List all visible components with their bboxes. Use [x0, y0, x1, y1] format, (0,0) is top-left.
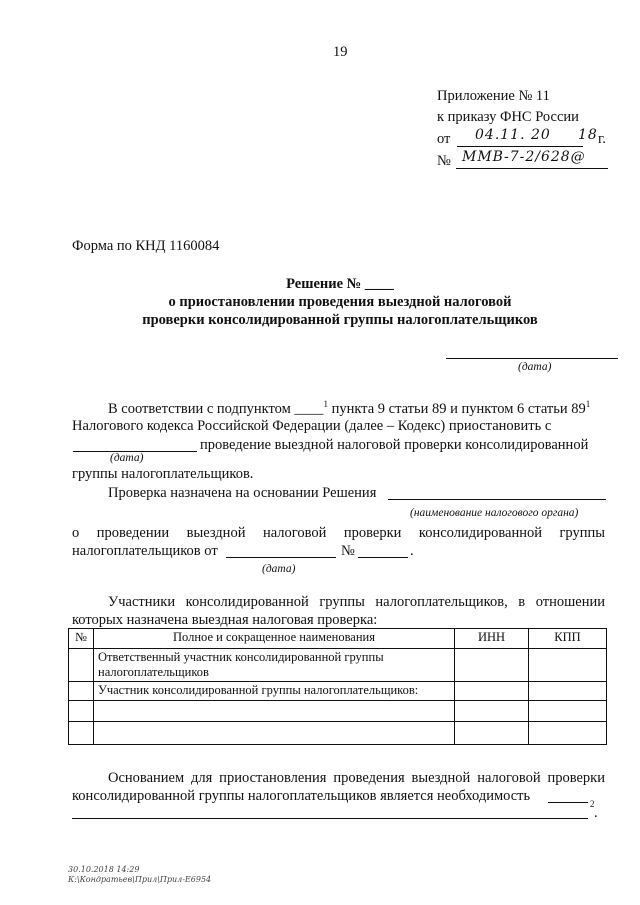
col-name-header: Полное и сокращенное наименования — [94, 629, 455, 649]
resolution-number-line — [358, 557, 408, 558]
appendix-number-label: № — [437, 153, 451, 169]
cell-name: Участник консолидированной группы налогоплательщиков: — [94, 682, 455, 701]
handwritten-date: 04.11. 20 — [475, 127, 551, 143]
footer-stamp-path: К:\Кондратьев\Прил\Прил-Е6954 — [68, 875, 212, 884]
appendix-order: к приказу ФНС России — [437, 109, 579, 125]
basis-long-line — [72, 818, 588, 819]
para1-line3: проведение выездной налоговой проверки консолидированной — [200, 437, 589, 453]
basis-line1: Основанием для приостановления проведения выездной налоговой проверки — [108, 770, 605, 786]
cell-inn — [455, 649, 529, 682]
basis-short-line — [548, 802, 588, 803]
number-underline — [456, 168, 608, 169]
table-row — [69, 722, 607, 745]
participants-line1: Участники консолидированной группы налогоплательщиков, в отношении — [108, 594, 605, 610]
cell-number — [69, 649, 94, 682]
basis-period: . — [594, 805, 598, 821]
col-number-header: № — [69, 629, 94, 649]
authority-line — [388, 499, 606, 500]
authority-caption: (наименование налогового органа) — [410, 507, 579, 519]
cell-kpp — [529, 701, 607, 722]
cell-kpp — [529, 649, 607, 682]
cell-name: Ответственный участник консолидированной группы налогоплательщиков — [94, 649, 455, 682]
basis-footnote-mark: 2 — [590, 799, 595, 809]
cell-inn — [455, 701, 529, 722]
resolution-date-line — [226, 557, 336, 558]
decision-title: Решение № ____ — [286, 276, 394, 292]
para1-line4: группы налогоплательщиков. — [72, 466, 254, 482]
decision-date-caption: (дата) — [518, 361, 552, 373]
cell-inn — [455, 682, 529, 701]
page-number: 19 — [333, 44, 348, 60]
appendix-from-label: от — [437, 131, 451, 147]
para1-line1: В соответствии с подпунктом ____$^1$ пункта 9 статьи 89 и пунктом 6 статьи $89^1$ — [108, 399, 591, 417]
decision-subtitle-2: проверки консолидированной группы налогоплательщиков — [142, 312, 538, 328]
handwritten-number: ММВ-7-2/628@ — [462, 149, 586, 165]
cell-name — [94, 722, 455, 745]
decision-subtitle-1: о приостановлении проведения выездной налоговой — [168, 294, 512, 310]
col-kpp-header: КПП — [529, 629, 607, 649]
appendix-title: Приложение № 11 — [437, 88, 550, 104]
cell-name — [94, 701, 455, 722]
table-row — [69, 701, 607, 722]
para2-line1: Проверка назначена на основании Решения — [108, 485, 377, 501]
cell-kpp — [529, 682, 607, 701]
basis-line2: консолидированной группы налогоплательщиков является необходимость — [72, 788, 531, 804]
table-row — [69, 649, 607, 682]
cell-inn — [455, 722, 529, 745]
cell-number — [69, 722, 94, 745]
participants-line2: которых назначена выездная налоговая проверка: — [72, 612, 378, 628]
table-header-row — [69, 629, 607, 649]
cell-number — [69, 682, 94, 701]
cell-number — [69, 701, 94, 722]
year-suffix: г. — [598, 131, 606, 147]
form-code: Форма по КНД 1160084 — [72, 238, 220, 254]
para2-line3a: налогоплательщиков от — [72, 543, 218, 559]
table-row — [69, 682, 607, 701]
para2-number-label: № — [341, 543, 355, 559]
footer-stamp-date: 30.10.2018 14:29 — [68, 865, 140, 874]
para2-line2: о проведении выездной налоговой проверки консолидированной группы — [72, 525, 605, 541]
handwritten-year: 18 — [578, 127, 598, 143]
participants-table — [68, 628, 607, 745]
para1-line2: Налогового кодекса Российской Федерации (далее – Кодекс) приостановить с — [72, 418, 552, 434]
suspend-date-caption: (дата) — [110, 452, 144, 464]
resolution-date-caption: (дата) — [262, 563, 296, 575]
para2-period: . — [410, 543, 414, 559]
date-underline — [457, 146, 583, 147]
cell-kpp — [529, 722, 607, 745]
col-inn-header: ИНН — [455, 629, 529, 649]
decision-date-line — [446, 358, 618, 359]
